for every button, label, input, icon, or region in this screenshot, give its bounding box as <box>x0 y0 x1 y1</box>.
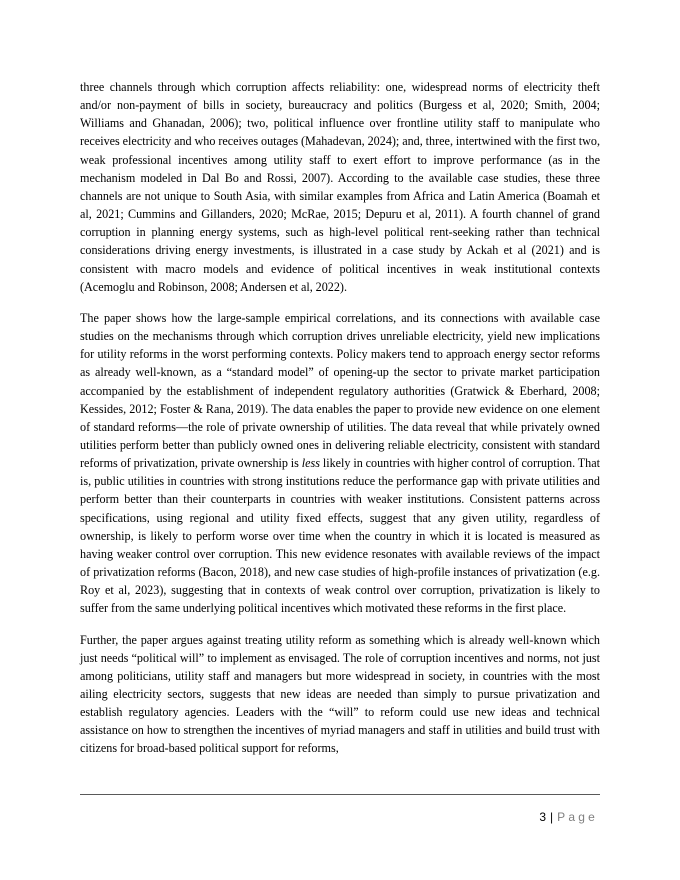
paragraph-3 <box>80 631 600 758</box>
paragraph-2-emphasis: less <box>301 456 320 471</box>
paragraph-1 <box>80 78 600 296</box>
footer-divider <box>80 794 600 795</box>
body-text <box>80 78 600 758</box>
page-footer <box>539 809 598 825</box>
footer-separator: | <box>550 810 554 824</box>
page-number: 3 <box>539 810 547 824</box>
paragraph-3-text: Further, the paper argues against treating utility reform as something which is already well-known which just needs “political will” to implement as envisaged. The role of corruption incentives and norms, not just among politicians, utility staff and managers but more widespread in society, in countries with the most ailing electricity sectors, suggests that new ideas are needed than simply to pursue privatization and establish regulatory agencies. Leaders with the “will” to reform could use new ideas and technical assistance on how to strengthen the incentives of myriad managers and staff in utilities and build trust with citizens for broad-based political support for reforms, <box>80 632 600 756</box>
paragraph-2-text-after: likely in countries with higher control of corruption. That is, public utilities in countries with strong institutions reduce the performance gap with private utilities and perform better than their counterparts in countries with weaker institutions. Consistent patterns across specifications, using regional and utility fixed effects, suggest that any given utility, regardless of ownership, is likely to perform worse over time when the country in which it is located is measured as having weaker control over corruption. This new evidence resonates with available reviews of the impact of privatization reforms (Bacon, 2018), and new case studies of high-profile instances of privatization (e.g. Roy et al, 2023), suggesting that in contexts of weak control over corruption, privatization is likely to suffer from the same underlying political incentives which motivated these reforms in the first place. <box>80 456 600 616</box>
paragraph-2-text-before: The paper shows how the large-sample empirical correlations, and its connections with available case studies on the mechanisms through which corruption drives unreliable electricity, yield new implications for utility reforms in the worst performing contexts. Policy makers tend to approach energy sector reforms as already well-known, as a “standard model” of opening-up the sector to private market participation accompanied by the establishment of independent regulatory authorities (Gratwick & Eberhard, 2008; Kessides, 2012; Foster & Rana, 2019). The data enables the paper to provide new evidence on one element of standard reforms—the role of private ownership of utilities. The data reveal that while privately owned utilities perform better than publicly owned ones in delivering reliable electricity, consistent with standard reforms of privatization, private ownership is <box>80 310 600 471</box>
paragraph-2 <box>80 309 600 618</box>
page-label: Page <box>557 810 598 824</box>
paragraph-1-text: three channels through which corruption affects reliability: one, widespread norms of electricity theft and/or non-payment of bills in society, bureaucracy and politics (Burgess et al, 2020; Smith, 2004; Williams and Ghanadan, 2006); two, political influence over frontline utility staff to manipulate who receives electricity and who receives outages (Mahadevan, 2024); and, three, intertwined with the first two, weak professional incentives among utility staff to exert effort to improve performance (as in the mechanism modeled in Dal Bo and Rossi, 2007). According to the available case studies, these three channels are not unique to South Asia, with similar examples from Africa and Latin America (Boamah et al, 2021; Cummins and Gillanders, 2020; McRae, 2015; Depuru et al, 2011). A fourth channel of grand corruption in planning energy systems, such as high-level political rent-seeking rather than technical considerations driving energy investments, is illustrated in a case study by Ackah et al (2021) and is consistent with macro models and evidence of political incentives in weak institutional contexts (Acemoglu and Robinson, 2008; Andersen et al, 2022). <box>80 80 600 294</box>
